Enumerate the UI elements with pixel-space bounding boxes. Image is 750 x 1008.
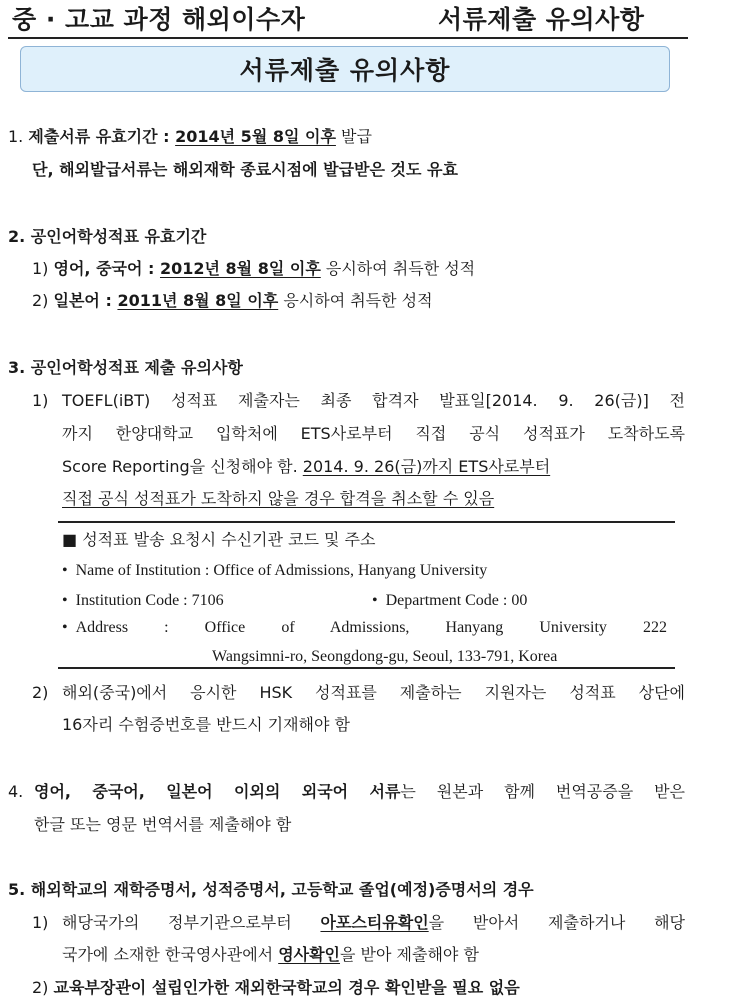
section-5-item-1-b: 아포스티유확인: [320, 913, 429, 932]
section-5-item-1-line-1: [62, 912, 685, 934]
section-5-item-1-e: 영사확인: [278, 945, 341, 964]
box-bottom-rule: [58, 667, 675, 669]
section-1-line: [8, 126, 372, 148]
section-3-item-1-line-3b: 2014. 9. 26(금)까지 ETS사로부터: [302, 457, 551, 476]
section-5-item-1-f: 을 받아 제출해야 함: [340, 945, 479, 964]
section-3-item-2-line-1: 해외(중국)에서 응시한 HSK 성적표를 제출하는 지원자는 성적표 상단에: [62, 683, 685, 702]
section-2-item-2-label: 일본어 :: [53, 291, 118, 310]
section-1-label: 제출서류 유효기간 :: [28, 127, 176, 146]
section-3-item-1-line-3a: Score Reporting을 신청해야 함.: [62, 457, 303, 476]
section-5-item-1-line-2: [62, 944, 479, 966]
section-2-item-2-tail: 응시하여 취득한 성적: [278, 291, 433, 310]
section-1-num: 1.: [8, 127, 24, 146]
section-2-item-1: [32, 258, 475, 280]
section-4-line-1: [34, 781, 685, 803]
section-1-date: 2014년 5월 8일 이후: [175, 127, 336, 146]
header-divider: [8, 37, 688, 39]
box-institution-code: • Institution Code : 7106: [62, 590, 224, 612]
section-2-item-1-label: 영어, 중국어 :: [53, 259, 160, 278]
section-5-item-1-c: 을 받아서 제출하거나 해당: [428, 913, 685, 932]
header-right-title: 서류제출 유의사항: [438, 5, 645, 34]
section-5-heading: 5. 해외학교의 재학증명서, 성적증명서, 고등학교 졸업(예정)증명서의 경우: [8, 880, 534, 899]
section-5-item-2-text: 교육부장관이 설립인가한 재외한국학교의 경우 확인받을 필요 없음: [53, 978, 520, 997]
header-left-title: 중 · 고교 과정 해외이수자: [12, 5, 306, 34]
section-2-item-2-num: 2): [32, 291, 49, 310]
section-2-item-1-date: 2012년 8월 8일 이후: [159, 259, 321, 278]
section-4-bold: 영어, 중국어, 일본어 이외의 외국어 서류: [34, 782, 401, 801]
section-2-heading: 2. 공인어학성적표 유효기간: [8, 227, 207, 246]
section-2-item-1-num: 1): [32, 259, 49, 278]
section-3-item-1-line-2: 까지 한양대학교 입학처에 ETS사로부터 직접 공식 성적표가 도착하도록: [62, 424, 685, 443]
section-3-item-1-num: 1): [32, 391, 49, 410]
section-3-heading: 3. 공인어학성적표 제출 유의사항: [8, 358, 243, 377]
page-title: 서류제출 유의사항: [239, 56, 451, 85]
section-2-item-2-date: 2011년 8월 8일 이후: [117, 291, 279, 310]
section-5-item-1-d: 국가에 소재한 한국영사관에서: [62, 945, 279, 964]
title-box: [20, 46, 670, 92]
section-5-item-1-num: 1): [32, 913, 49, 932]
box-department-code: • Department Code : 00: [372, 590, 527, 612]
section-2-item-1-tail: 응시하여 취득한 성적: [320, 259, 476, 278]
section-5-item-2-num: 2): [32, 978, 49, 997]
section-3-item-1-line-4: 직접 공식 성적표가 도착하지 않을 경우 합격을 취소할 수 있음: [62, 489, 495, 508]
section-3-item-2-line-2: 16자리 수험증번호를 반드시 기재해야 함: [62, 715, 350, 734]
section-3-item-1-line-3: [62, 456, 685, 478]
section-4-rest: 는 원본과 함께 번역공증을 받은: [400, 782, 685, 801]
section-5-item-2: [32, 977, 520, 999]
section-4-line-2: 한글 또는 영문 번역서를 제출해야 함: [34, 815, 292, 834]
section-3-item-2-num: 2): [32, 683, 49, 702]
section-3-item-1-line-1: TOEFL(iBT) 성적표 제출자는 최종 합격자 발표일[2014. 9. 26(금)] 전: [62, 391, 685, 410]
section-2-item-2: [32, 290, 433, 312]
section-1-note: 단, 해외발급서류는 해외재학 종료시점에 발급받은 것도 유효: [32, 160, 458, 179]
section-4-num: 4.: [8, 782, 24, 801]
box-address-line-1: • Address : Office of Admissions, Hanyang University 222: [62, 617, 667, 639]
box-title: ■ 성적표 발송 요청시 수신기관 코드 및 주소: [62, 530, 376, 549]
box-institution-name: • Name of Institution : Office of Admissions, Hanyang University: [62, 560, 487, 582]
box-top-rule: [58, 521, 675, 523]
section-5-item-1-a: 해당국가의 정부기관으로부터: [62, 913, 321, 932]
section-1-tail: 발급: [335, 127, 372, 146]
box-address-line-2: Wangsimni-ro, Seongdong-gu, Seoul, 133-791, Korea: [212, 648, 558, 665]
